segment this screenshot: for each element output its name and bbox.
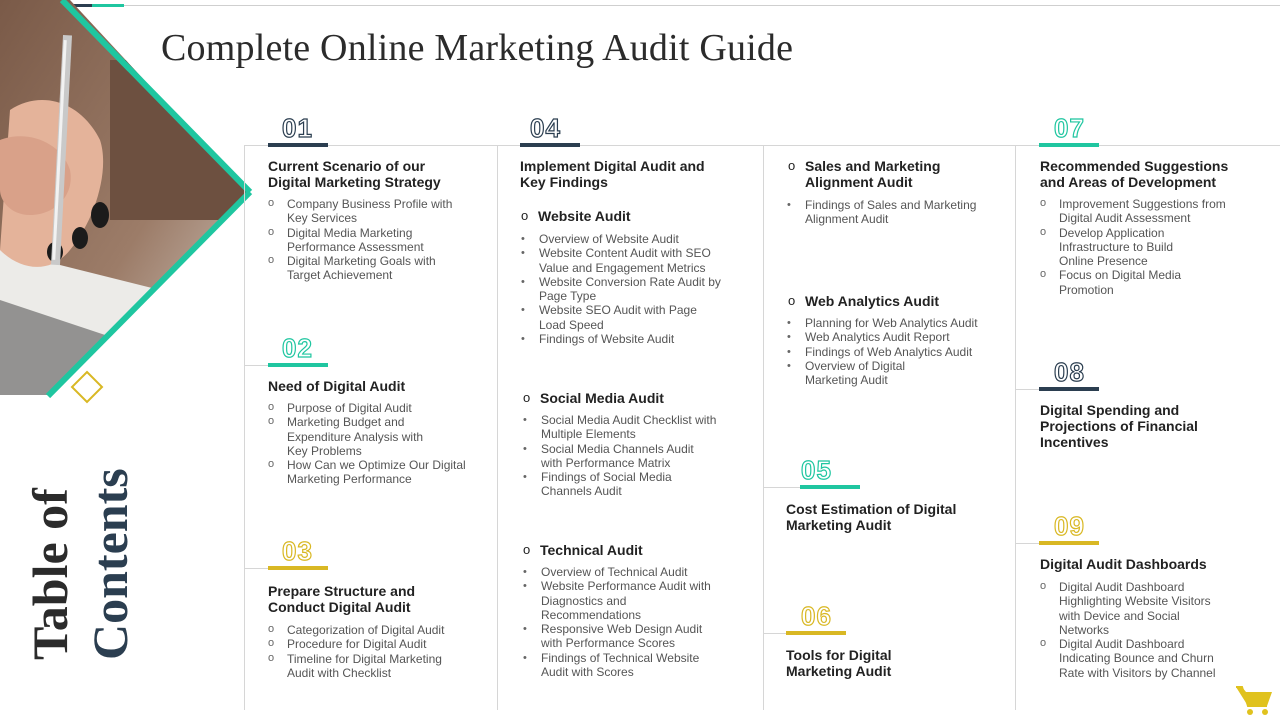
list-item: o Focus on Digital Media Promotion [1040, 268, 1189, 297]
section-list-07 [1040, 197, 1240, 297]
list-item: • Website Content Audit with SEO Value and Engagement Metrics [520, 246, 720, 275]
list-item: • Website Conversion Rate Audit by Page Type [520, 275, 724, 304]
section-number-07: 07 [1054, 113, 1085, 143]
section-number-08: 08 [1054, 357, 1085, 387]
list-item: • Findings of Website Audit [520, 332, 720, 346]
section-heading-04: Implement Digital Audit and Key Findings [520, 158, 705, 190]
section-number-01: 01 [282, 113, 313, 143]
column-divider-1 [244, 145, 245, 710]
section-bar-06 [786, 631, 846, 635]
section-heading-01: Current Scenario of our Digital Marketing Strategy [268, 158, 441, 190]
list-item: o Categorization of Digital Audit [268, 623, 473, 637]
list-item: • Findings of Web Analytics Audit [786, 345, 991, 359]
section-bar-02 [268, 363, 328, 367]
shopping-cart-icon [1234, 684, 1276, 718]
website-audit-list [520, 232, 720, 346]
list-item: • Overview of Technical Audit [522, 565, 722, 579]
list-item: o Digital Media Marketing Performance Assessment [268, 226, 468, 255]
section-number-03: 03 [282, 536, 313, 566]
web-analytics-audit-list [786, 316, 991, 387]
section-heading-09: Digital Audit Dashboards [1040, 556, 1207, 572]
section-bar-03 [268, 566, 328, 570]
technical-audit-list [522, 565, 722, 679]
section-heading-05: Cost Estimation of Digital Marketing Audit [786, 501, 957, 533]
section-number-09: 09 [1054, 511, 1085, 541]
section-heading-07: Recommended Suggestions and Areas of Development [1040, 158, 1229, 190]
column-divider-2 [497, 145, 498, 710]
section-number-04: 04 [530, 113, 561, 143]
column-divider-4 [1015, 145, 1016, 710]
social-media-audit-heading: o Social Media Audit [540, 390, 720, 406]
list-item: • Web Analytics Audit Report [786, 330, 991, 344]
section-number-05: 05 [801, 455, 832, 485]
list-item: • Overview of Digital Marketing Audit [786, 359, 945, 388]
list-item: • Social Media Channels Audit with Performance Matrix [522, 442, 717, 471]
list-item: • Responsive Web Design Audit with Performance Scores [522, 622, 716, 651]
list-item: • Findings of Sales and Marketing Alignment Audit [786, 198, 986, 227]
section-bar-08 [1039, 387, 1099, 391]
section-bar-09 [1039, 541, 1099, 545]
list-item: o How Can we Optimize Our Digital Marketing Performance [268, 458, 473, 487]
list-item: o Marketing Budget and Expenditure Analysis with Key Problems [268, 415, 437, 458]
list-item: o Purpose of Digital Audit [268, 401, 473, 415]
section-bar-07 [1039, 143, 1099, 147]
web-analytics-audit-heading: o Web Analytics Audit [805, 293, 985, 309]
social-media-audit-list [522, 413, 717, 499]
section-bar-05 [800, 485, 860, 489]
section-number-02: 02 [282, 333, 313, 363]
list-item: o Develop Application Infrastructure to Build Online Presence [1040, 226, 1209, 269]
sales-marketing-audit-list [786, 198, 986, 227]
page-title: Complete Online Marketing Audit Guide [161, 27, 794, 69]
table-of-contents-title [20, 468, 140, 660]
list-item: o Improvement Suggestions from Digital Audit Assessment [1040, 197, 1240, 226]
list-item: o Digital Marketing Goals with Target Achievement [268, 254, 468, 283]
side-title-line2: Contents [82, 468, 138, 660]
side-title-line1: Table of [22, 488, 78, 660]
section-bar-01 [268, 143, 328, 147]
technical-audit-heading: o Technical Audit [540, 542, 720, 558]
list-item: • Planning for Web Analytics Audit [786, 316, 991, 330]
column-divider-3 [763, 145, 764, 710]
top-rule [124, 5, 1280, 6]
section-list-03 [268, 623, 473, 680]
sales-marketing-audit-heading: o Sales and Marketing Alignment Audit [805, 158, 965, 190]
list-item: • Website SEO Audit with Page Load Speed [520, 303, 714, 332]
list-item: • Overview of Website Audit [520, 232, 720, 246]
list-item: o Company Business Profile with Key Services [268, 197, 468, 226]
list-item: • Findings of Technical Website Audit with Scores [522, 651, 721, 680]
list-item: • Findings of Social Media Channels Audit [522, 470, 691, 499]
list-item: • Website Performance Audit with Diagnostics and Recommendations [522, 579, 726, 622]
section-list-09 [1040, 580, 1225, 680]
section-heading-08: Digital Spending and Projections of Financial Incentives [1040, 402, 1198, 450]
section-heading-06: Tools for Digital Marketing Audit [786, 647, 892, 679]
list-item: o Timeline for Digital Marketing Audit with Checklist [268, 652, 457, 681]
section-bar-04 [520, 143, 580, 147]
section-number-06: 06 [801, 601, 832, 631]
website-audit-heading: o Website Audit [538, 208, 718, 224]
list-item: o Digital Audit Dashboard Highlighting Website Visitors with Device and Social Networks [1040, 580, 1225, 637]
section-heading-03: Prepare Structure and Conduct Digital Audit [268, 583, 416, 615]
section-heading-02: Need of Digital Audit [268, 378, 406, 394]
top-grid-rule [244, 145, 1280, 146]
section-list-01 [268, 197, 468, 283]
list-item: • Social Media Audit Checklist with Multiple Elements [522, 413, 717, 442]
yellow-diamond-icon [70, 370, 104, 404]
section-list-02 [268, 401, 473, 487]
list-item: o Digital Audit Dashboard Indicating Bounce and Churn Rate with Visitors by Channel [1040, 637, 1225, 680]
list-item: o Procedure for Digital Audit [268, 637, 473, 651]
